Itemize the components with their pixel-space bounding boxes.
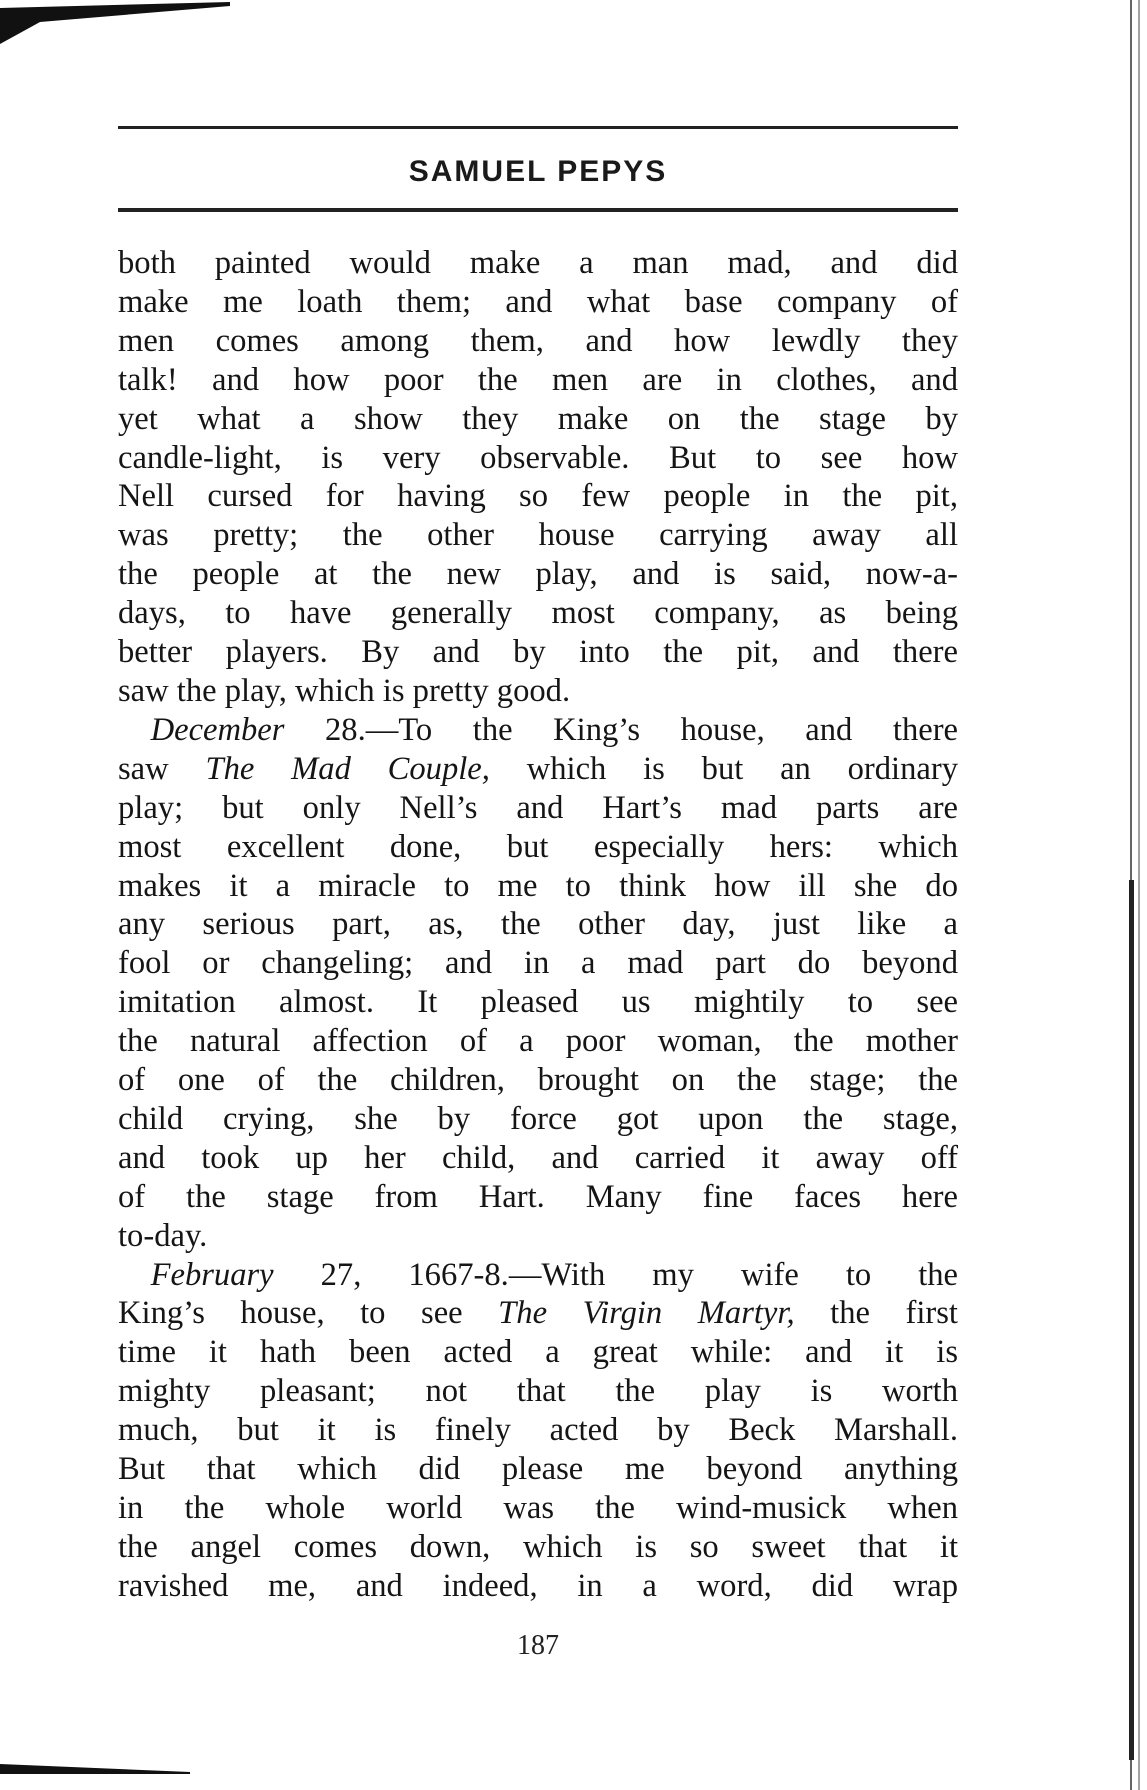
text-line: of one of the children, brought on the stage; the <box>118 1062 958 1099</box>
text-line <box>118 750 958 789</box>
play-title: The Virgin Martyr, <box>498 1295 795 1332</box>
text-line: make me loath them; and what base company of <box>118 283 958 320</box>
text-line: men comes among them, and how lewdly they <box>118 322 958 359</box>
text-line: candle-light, is very observable. But to see how <box>118 439 958 476</box>
text-line: time it hath been acted a great while: and it is <box>118 1334 958 1371</box>
text-line: any serious part, as, the other day, just like a <box>118 906 958 943</box>
text-fragment: King’s house, to see <box>118 1295 499 1332</box>
text-line: and took up her child, and carried it away off <box>118 1139 958 1176</box>
text-line: Nell cursed for having so few people in the pit, <box>118 478 958 515</box>
text-line: yet what a show they make on the stage by <box>118 400 958 437</box>
text-line: days, to have generally most company, as being <box>118 595 958 632</box>
paragraph-2 <box>118 711 958 1256</box>
text-line: most excellent done, but especially hers: which <box>118 828 958 865</box>
text-line: But that which did please me beyond anything <box>118 1451 958 1488</box>
text-line: the people at the new play, and is said, now-a- <box>118 556 958 593</box>
page-number: 187 <box>517 1630 559 1661</box>
text-line <box>118 1256 958 1295</box>
text-line: mighty pleasant; not that the play is worth <box>118 1373 958 1410</box>
text-line: was pretty; the other house carrying away all <box>118 517 958 554</box>
text-line: much, but it is finely acted by Beck Marshall. <box>118 1412 958 1449</box>
text-line: in the whole world was the wind-musick when <box>118 1490 958 1526</box>
header-bottom-rule <box>118 207 958 213</box>
text-line: fool or changeling; and in a mad part do beyond <box>118 945 958 982</box>
text-fragment: saw <box>118 750 206 787</box>
text-line <box>118 1294 958 1333</box>
text-line: saw the play, which is pretty good. <box>118 672 571 709</box>
text-line: talk! and how poor the men are in clothes, and <box>118 361 958 398</box>
entry-date: February <box>150 1256 274 1293</box>
text-line: both painted would make a man mad, and did <box>118 245 958 281</box>
text-fragment: which is but an ordinary <box>489 750 958 787</box>
text-line: of the stage from Hart. Many fine faces here <box>118 1178 958 1215</box>
text-line: play; but only Nell’s and Hart’s mad parts are <box>118 789 958 826</box>
text-line: to-day. <box>118 1217 208 1254</box>
scan-page-edge <box>1123 0 1147 1790</box>
text-line: the angel comes down, which is so sweet that it <box>118 1528 958 1565</box>
running-head: SAMUEL PEPYS <box>408 155 668 188</box>
text-line: imitation almost. It pleased us mightily to see <box>118 984 958 1021</box>
entry-date: December <box>150 711 285 748</box>
text-fragment: 28.—To the King’s house, and there <box>284 711 958 748</box>
text-fragment: the first <box>794 1295 958 1332</box>
paragraph-3 <box>118 1256 958 1606</box>
scan-bottom-mark <box>0 1762 190 1776</box>
text-line: the natural affection of a poor woman, the mother <box>118 1023 958 1060</box>
text-line: better players. By and by into the pit, and there <box>118 634 958 671</box>
text-fragment: 27, 1667-8.—With my wife to the <box>273 1256 958 1293</box>
scan-corner-mark <box>0 0 230 44</box>
text-line: child crying, she by force got upon the stage, <box>118 1100 958 1137</box>
text-line: ravished me, and indeed, in a word, did wrap <box>118 1567 958 1604</box>
text-line: makes it a miracle to me to think how ill she do <box>118 867 958 904</box>
header-top-rule <box>118 125 958 131</box>
paragraph-1 <box>118 244 958 711</box>
play-title: The Mad Couple, <box>205 750 490 787</box>
body-text <box>118 244 958 1606</box>
text-line <box>118 711 958 750</box>
